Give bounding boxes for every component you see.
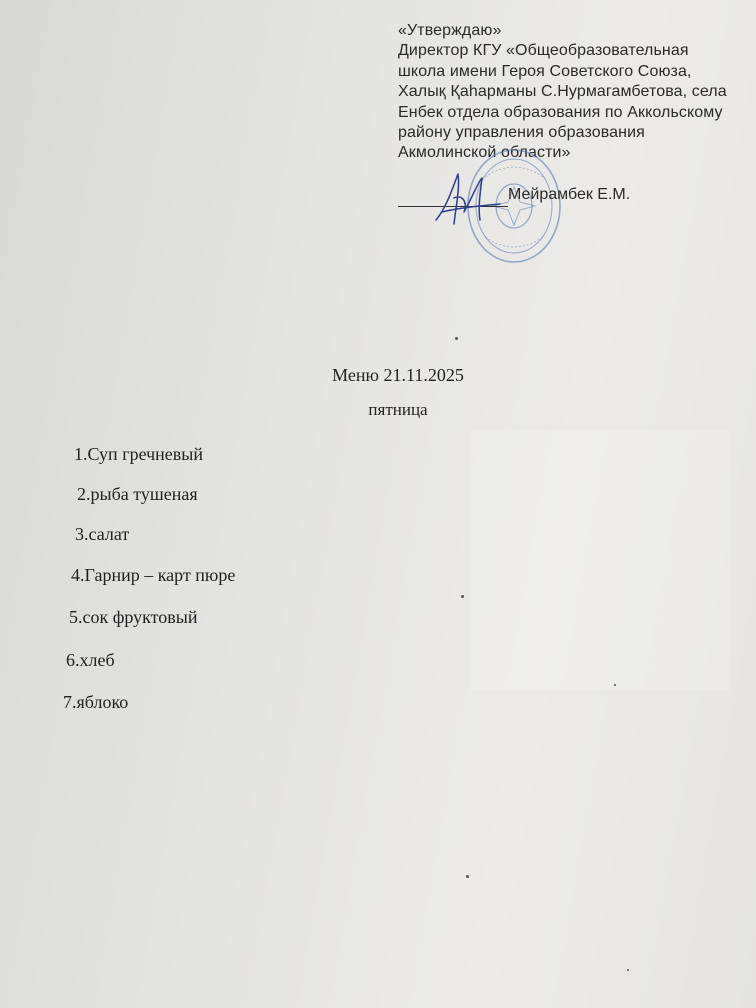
approval-line: Акмолинской области» [398,144,571,162]
menu-item: 3.салат [75,524,130,544]
paper-speck [455,337,458,340]
menu-item: 5.сок фруктовый [69,607,198,627]
menu-item: 2.рыба тушеная [77,484,198,504]
signer-name: Мейрамбек Е.М. [508,186,631,203]
paper-speck [466,875,469,878]
handwritten-signature [428,168,508,228]
show-through-shadow [470,430,730,690]
approval-block [398,21,748,164]
approval-line: школа имени Героя Советского Союза, [398,62,692,80]
menu-item: 6.хлеб [66,650,115,670]
approval-line: Енбек отдела образования по Аккольскому [398,103,723,121]
approval-line: Халық Қаһарманы С.Нурмагамбетова, села [398,83,727,101]
paper-speck [627,969,629,971]
paper-speck [461,595,464,598]
menu-item: 4.Гарнир – карт пюре [71,565,236,585]
menu-day: пятница [368,400,428,419]
menu-title: Меню 21.11.2025 [332,365,464,385]
menu-item: 7.яблоко [63,692,129,712]
paper-speck [614,684,616,686]
menu-item: 1.Суп гречневый [74,444,204,464]
approval-heading: «Утверждаю» [398,22,502,39]
approval-line: району управления образования [398,124,645,142]
approval-line: Директор КГУ «Общеобразовательная [398,42,689,60]
